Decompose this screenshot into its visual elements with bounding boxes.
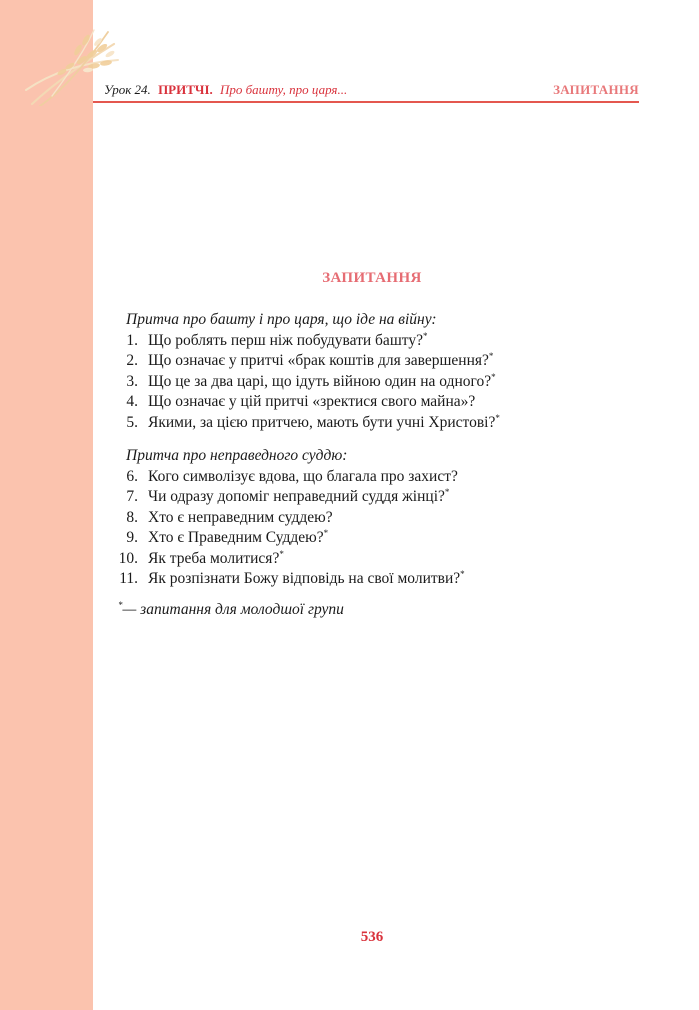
question-item xyxy=(118,467,638,488)
question-number: 9. xyxy=(126,529,138,546)
question-text: Якими, за цією притчею, мають бути учні Христові? xyxy=(148,413,496,431)
question-number: 4. xyxy=(126,393,138,410)
question-number: 11. xyxy=(119,570,138,587)
question-number: 10. xyxy=(118,549,138,567)
question-text: Хто є неправедним суддею? xyxy=(148,508,333,526)
group-title: Притча про неправедного суддю: xyxy=(126,447,348,464)
question-item xyxy=(118,372,638,393)
younger-group-mark: * xyxy=(444,487,450,497)
question-item xyxy=(118,331,638,352)
group-title: Притча про башту і про царя, що іде на війну: xyxy=(126,311,437,328)
question-number: 6. xyxy=(126,467,138,485)
section-heading xyxy=(0,270,699,287)
younger-group-mark: * xyxy=(323,528,329,538)
question-item xyxy=(118,487,638,508)
question-number: 3. xyxy=(126,372,138,390)
page-number-text: 536 xyxy=(360,929,384,945)
footnote-text: — запитання для молодшої групи xyxy=(122,601,344,618)
running-header xyxy=(104,82,639,100)
question-list xyxy=(118,467,638,590)
question-list xyxy=(118,331,638,434)
question-number: 5. xyxy=(126,413,138,431)
question-item xyxy=(118,351,638,372)
page-number xyxy=(0,929,699,946)
question-text: Чи одразу допоміг неправедний суддя жінці? xyxy=(148,488,445,505)
question-item xyxy=(118,508,638,529)
question-number: 7. xyxy=(126,488,138,505)
question-number: 2. xyxy=(126,352,138,369)
question-item xyxy=(118,413,638,434)
question-text: Що означає у цій притчі «зректися свого майна»? xyxy=(148,393,476,410)
question-item xyxy=(118,392,638,413)
younger-group-mark: * xyxy=(422,330,428,341)
question-item xyxy=(118,569,638,590)
side-color-band xyxy=(0,0,93,1010)
section-heading-text: ЗАПИТАННЯ xyxy=(322,270,422,286)
question-text: Що означає у притчі «брак коштів для завершення? xyxy=(148,352,489,369)
question-item xyxy=(118,549,638,570)
younger-group-mark: * xyxy=(491,371,496,382)
question-text: Кого символізує вдова, що благала про захист? xyxy=(148,467,458,485)
question-text: Що роблять перш ніж побудувати башту? xyxy=(148,331,423,349)
younger-group-mark: * xyxy=(460,569,465,579)
question-text: Хто є Праведним Суддею? xyxy=(148,529,324,546)
chapter-subtitle: Про башту, про царя... xyxy=(220,82,348,97)
footnote xyxy=(118,601,344,619)
question-number: 8. xyxy=(126,508,138,526)
question-item xyxy=(118,528,638,549)
question-number: 1. xyxy=(126,331,138,349)
header-divider xyxy=(93,101,639,103)
chapter-title: ПРИТЧІ. xyxy=(158,82,213,97)
question-text: Що це за два царі, що ідуть війною один на одного? xyxy=(148,372,492,390)
question-group xyxy=(118,446,638,590)
lesson-label: Урок 24. xyxy=(104,82,151,97)
footnote-mark: * xyxy=(118,600,123,610)
younger-group-mark: * xyxy=(495,412,500,423)
question-text: Як розпізнати Божу відповідь на свої молитви? xyxy=(148,570,461,587)
question-text: Як треба молитися? xyxy=(148,549,280,567)
question-group xyxy=(118,310,638,433)
younger-group-mark: * xyxy=(488,351,494,361)
younger-group-mark: * xyxy=(279,548,284,559)
section-label: ЗАПИТАННЯ xyxy=(553,82,639,97)
